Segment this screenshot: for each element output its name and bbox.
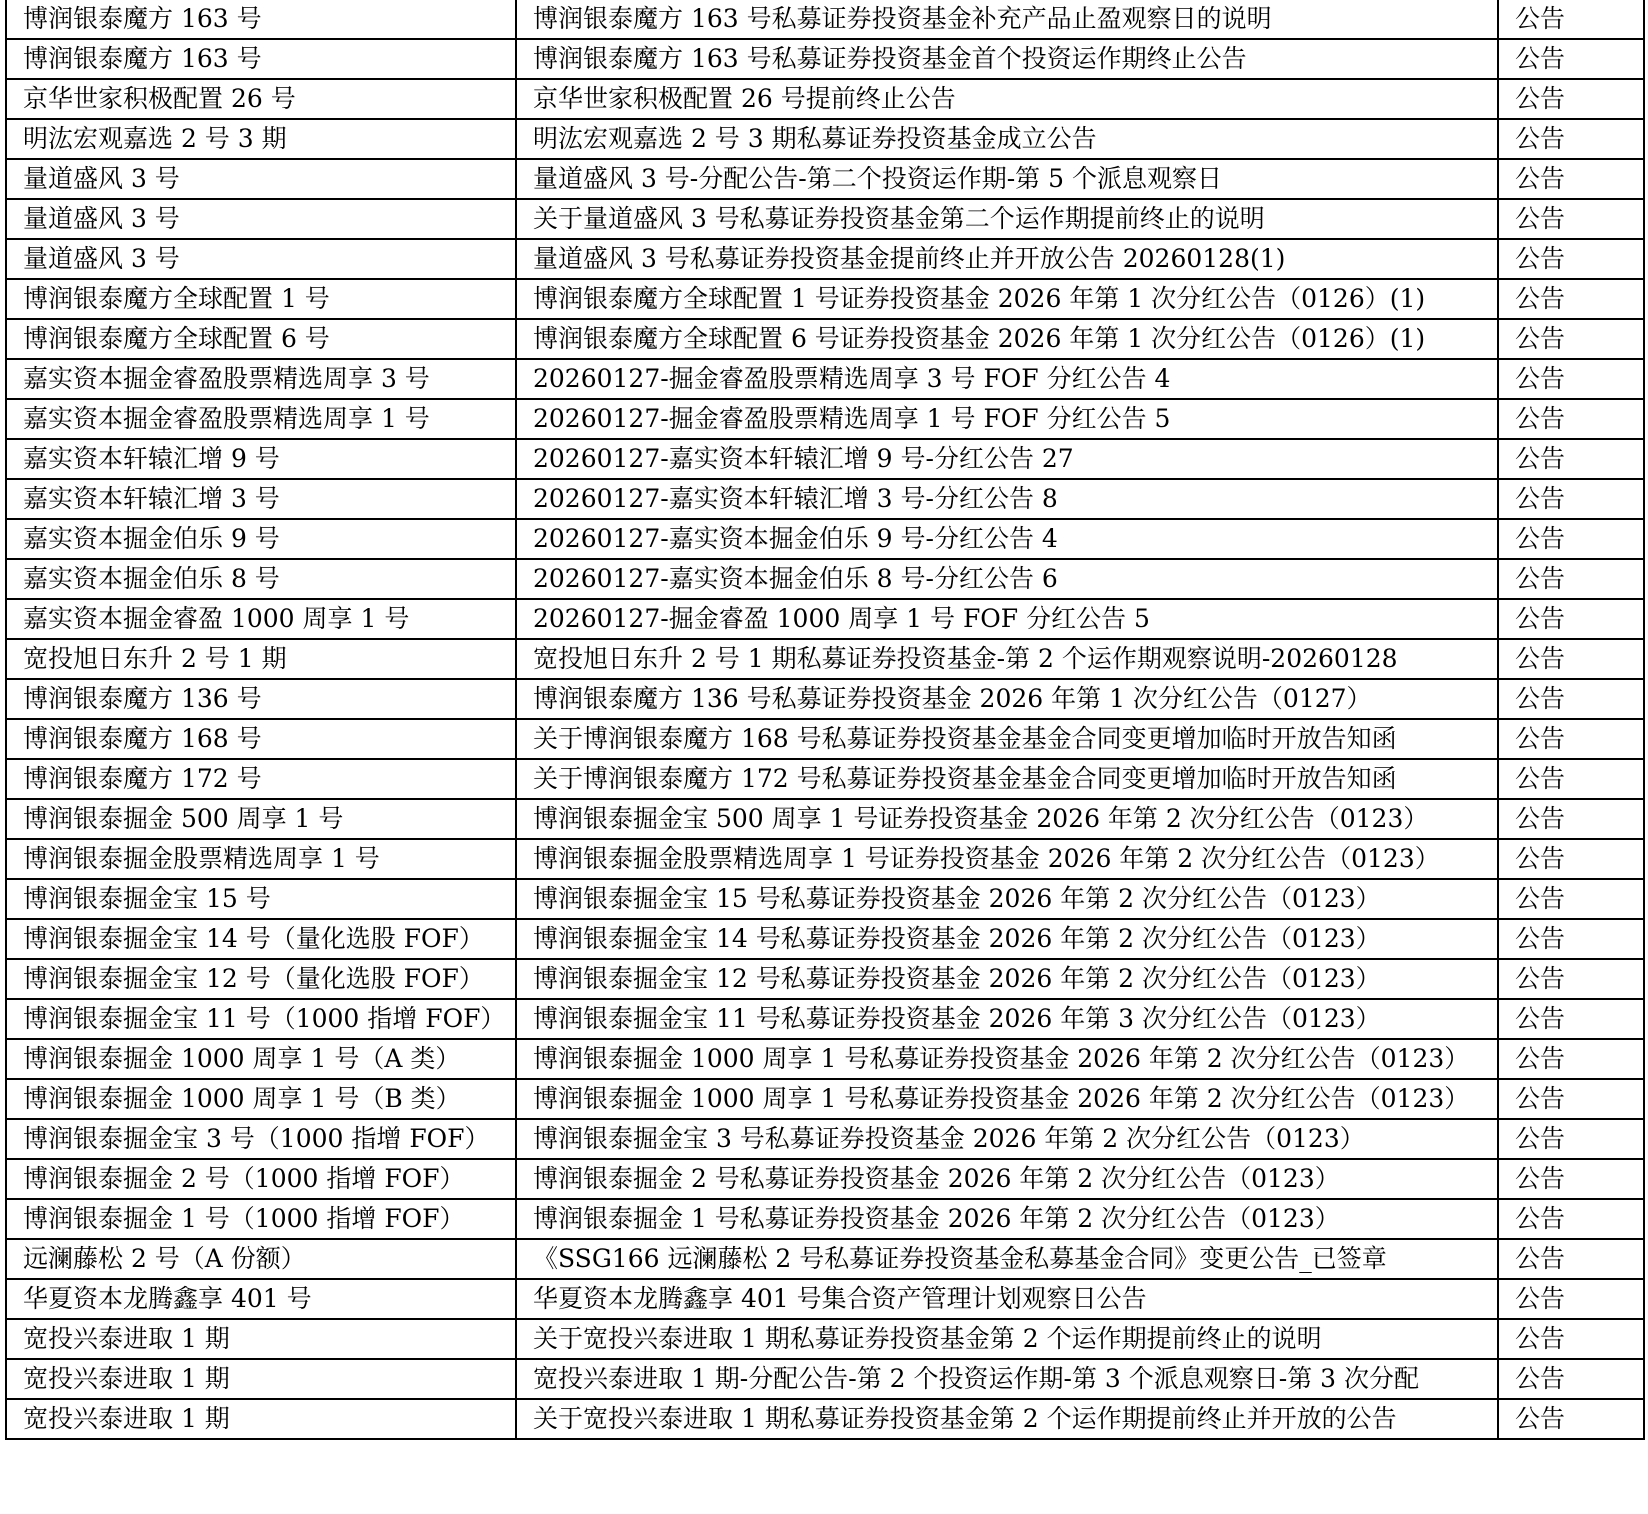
fund-name-cell: 远澜藤松 2 号（A 份额）: [6, 1239, 516, 1279]
table-row: [6, 0, 1644, 39]
announcement-type-cell: 公告: [1498, 879, 1644, 919]
fund-name-cell: 嘉实资本轩辕汇增 9 号: [6, 439, 516, 479]
table-row: [6, 759, 1644, 799]
table-row: [6, 1079, 1644, 1119]
announcement-title-cell: 博润银泰魔方全球配置 6 号证券投资基金 2026 年第 1 次分红公告（0126）(1): [516, 319, 1498, 359]
announcement-title-cell: 华夏资本龙腾鑫享 401 号集合资产管理计划观察日公告: [516, 1279, 1498, 1319]
fund-name-cell: 量道盛风 3 号: [6, 239, 516, 279]
announcement-type-cell: 公告: [1498, 39, 1644, 79]
announcement-type-cell: 公告: [1498, 1319, 1644, 1359]
table-row: [6, 1399, 1644, 1439]
announcement-title-cell: 20260127-嘉实资本轩辕汇增 9 号-分红公告 27: [516, 439, 1498, 479]
announcement-type-cell: 公告: [1498, 1359, 1644, 1399]
announcement-type-cell: 公告: [1498, 239, 1644, 279]
table-row: [6, 919, 1644, 959]
announcement-title-cell: 京华世家积极配置 26 号提前终止公告: [516, 79, 1498, 119]
announcement-title-cell: 博润银泰掘金宝 12 号私募证券投资基金 2026 年第 2 次分红公告（0123）: [516, 959, 1498, 999]
fund-name-cell: 博润银泰掘金股票精选周享 1 号: [6, 839, 516, 879]
announcement-type-cell: 公告: [1498, 279, 1644, 319]
announcement-title-cell: 《SSG166 远澜藤松 2 号私募证券投资基金私募基金合同》变更公告_已签章: [516, 1239, 1498, 1279]
table-row: [6, 1359, 1644, 1399]
announcement-type-cell: 公告: [1498, 519, 1644, 559]
fund-name-cell: 博润银泰掘金宝 14 号（量化选股 FOF）: [6, 919, 516, 959]
announcement-type-cell: 公告: [1498, 599, 1644, 639]
announcement-type-cell: 公告: [1498, 319, 1644, 359]
fund-name-cell: 博润银泰魔方全球配置 1 号: [6, 279, 516, 319]
announcement-title-cell: 关于博润银泰魔方 172 号私募证券投资基金基金合同变更增加临时开放告知函: [516, 759, 1498, 799]
fund-name-cell: 明汯宏观嘉选 2 号 3 期: [6, 119, 516, 159]
announcement-type-cell: 公告: [1498, 1279, 1644, 1319]
fund-name-cell: 博润银泰掘金宝 3 号（1000 指增 FOF）: [6, 1119, 516, 1159]
fund-name-cell: 嘉实资本掘金睿盈股票精选周享 1 号: [6, 399, 516, 439]
table-row: [6, 439, 1644, 479]
fund-name-cell: 嘉实资本掘金伯乐 8 号: [6, 559, 516, 599]
announcement-title-cell: 20260127-掘金睿盈股票精选周享 1 号 FOF 分红公告 5: [516, 399, 1498, 439]
announcement-title-cell: 博润银泰魔方 163 号私募证券投资基金补充产品止盈观察日的说明: [516, 0, 1498, 39]
fund-name-cell: 博润银泰掘金宝 11 号（1000 指增 FOF）: [6, 999, 516, 1039]
fund-name-cell: 嘉实资本掘金伯乐 9 号: [6, 519, 516, 559]
table-row: [6, 719, 1644, 759]
announcement-title-cell: 关于宽投兴泰进取 1 期私募证券投资基金第 2 个运作期提前终止并开放的公告: [516, 1399, 1498, 1439]
fund-name-cell: 博润银泰掘金 1000 周享 1 号（B 类）: [6, 1079, 516, 1119]
fund-name-cell: 宽投旭日东升 2 号 1 期: [6, 639, 516, 679]
table-row: [6, 39, 1644, 79]
announcement-title-cell: 博润银泰掘金 1000 周享 1 号私募证券投资基金 2026 年第 2 次分红公告（0123）: [516, 1079, 1498, 1119]
announcement-type-cell: 公告: [1498, 759, 1644, 799]
fund-name-cell: 嘉实资本轩辕汇增 3 号: [6, 479, 516, 519]
fund-name-cell: 量道盛风 3 号: [6, 199, 516, 239]
fund-name-cell: 宽投兴泰进取 1 期: [6, 1399, 516, 1439]
table-row: [6, 839, 1644, 879]
fund-name-cell: 博润银泰魔方 163 号: [6, 39, 516, 79]
table-row: [6, 159, 1644, 199]
announcement-title-cell: 明汯宏观嘉选 2 号 3 期私募证券投资基金成立公告: [516, 119, 1498, 159]
table-row: [6, 1319, 1644, 1359]
table-row: [6, 1119, 1644, 1159]
announcement-type-cell: 公告: [1498, 719, 1644, 759]
fund-name-cell: 宽投兴泰进取 1 期: [6, 1359, 516, 1399]
fund-name-cell: 华夏资本龙腾鑫享 401 号: [6, 1279, 516, 1319]
table-row: [6, 519, 1644, 559]
table-row: [6, 359, 1644, 399]
fund-name-cell: 博润银泰魔方 163 号: [6, 0, 516, 39]
announcement-title-cell: 20260127-嘉实资本掘金伯乐 9 号-分红公告 4: [516, 519, 1498, 559]
table-row: [6, 1039, 1644, 1079]
table-row: [6, 799, 1644, 839]
announcement-title-cell: 关于博润银泰魔方 168 号私募证券投资基金基金合同变更增加临时开放告知函: [516, 719, 1498, 759]
announcement-type-cell: 公告: [1498, 799, 1644, 839]
announcement-title-cell: 博润银泰掘金宝 14 号私募证券投资基金 2026 年第 2 次分红公告（0123）: [516, 919, 1498, 959]
fund-name-cell: 博润银泰掘金宝 12 号（量化选股 FOF）: [6, 959, 516, 999]
fund-name-cell: 博润银泰魔方 136 号: [6, 679, 516, 719]
announcement-title-cell: 博润银泰掘金股票精选周享 1 号证券投资基金 2026 年第 2 次分红公告（0123）: [516, 839, 1498, 879]
announcement-title-cell: 量道盛风 3 号私募证券投资基金提前终止并开放公告 20260128(1): [516, 239, 1498, 279]
announcement-title-cell: 20260127-嘉实资本轩辕汇增 3 号-分红公告 8: [516, 479, 1498, 519]
table-row: [6, 1159, 1644, 1199]
fund-name-cell: 京华世家积极配置 26 号: [6, 79, 516, 119]
announcement-title-cell: 博润银泰掘金宝 11 号私募证券投资基金 2026 年第 3 次分红公告（0123）: [516, 999, 1498, 1039]
announcement-title-cell: 宽投旭日东升 2 号 1 期私募证券投资基金-第 2 个运作期观察说明-20260128: [516, 639, 1498, 679]
fund-name-cell: 博润银泰魔方全球配置 6 号: [6, 319, 516, 359]
fund-name-cell: 博润银泰掘金宝 15 号: [6, 879, 516, 919]
announcement-title-cell: 关于量道盛风 3 号私募证券投资基金第二个运作期提前终止的说明: [516, 199, 1498, 239]
announcement-type-cell: 公告: [1498, 79, 1644, 119]
announcement-type-cell: 公告: [1498, 639, 1644, 679]
announcement-type-cell: 公告: [1498, 1399, 1644, 1439]
announcement-title-cell: 博润银泰魔方全球配置 1 号证券投资基金 2026 年第 1 次分红公告（0126）(1): [516, 279, 1498, 319]
table-row: [6, 119, 1644, 159]
announcement-title-cell: 关于宽投兴泰进取 1 期私募证券投资基金第 2 个运作期提前终止的说明: [516, 1319, 1498, 1359]
announcement-type-cell: 公告: [1498, 839, 1644, 879]
announcement-type-cell: 公告: [1498, 959, 1644, 999]
announcement-type-cell: 公告: [1498, 1239, 1644, 1279]
table-row: [6, 559, 1644, 599]
fund-name-cell: 博润银泰掘金 2 号（1000 指增 FOF）: [6, 1159, 516, 1199]
announcement-title-cell: 博润银泰掘金宝 3 号私募证券投资基金 2026 年第 2 次分红公告（0123）: [516, 1119, 1498, 1159]
fund-name-cell: 量道盛风 3 号: [6, 159, 516, 199]
table-row: [6, 999, 1644, 1039]
announcement-table: [5, 0, 1645, 1440]
announcement-title-cell: 博润银泰魔方 163 号私募证券投资基金首个投资运作期终止公告: [516, 39, 1498, 79]
table-row: [6, 239, 1644, 279]
announcement-type-cell: 公告: [1498, 999, 1644, 1039]
announcement-title-cell: 20260127-嘉实资本掘金伯乐 8 号-分红公告 6: [516, 559, 1498, 599]
announcement-type-cell: 公告: [1498, 119, 1644, 159]
announcement-title-cell: 博润银泰魔方 136 号私募证券投资基金 2026 年第 1 次分红公告（0127）: [516, 679, 1498, 719]
announcement-type-cell: 公告: [1498, 359, 1644, 399]
announcement-type-cell: 公告: [1498, 1159, 1644, 1199]
announcement-type-cell: 公告: [1498, 399, 1644, 439]
table-row: [6, 1279, 1644, 1319]
announcement-title-cell: 博润银泰掘金宝 15 号私募证券投资基金 2026 年第 2 次分红公告（0123）: [516, 879, 1498, 919]
table-row: [6, 879, 1644, 919]
announcement-title-cell: 量道盛风 3 号-分配公告-第二个投资运作期-第 5 个派息观察日: [516, 159, 1498, 199]
fund-name-cell: 博润银泰魔方 168 号: [6, 719, 516, 759]
announcement-title-cell: 博润银泰掘金宝 500 周享 1 号证券投资基金 2026 年第 2 次分红公告（0123）: [516, 799, 1498, 839]
fund-name-cell: 博润银泰魔方 172 号: [6, 759, 516, 799]
announcement-title-cell: 博润银泰掘金 1 号私募证券投资基金 2026 年第 2 次分红公告（0123）: [516, 1199, 1498, 1239]
announcement-title-cell: 博润银泰掘金 2 号私募证券投资基金 2026 年第 2 次分红公告（0123）: [516, 1159, 1498, 1199]
fund-name-cell: 嘉实资本掘金睿盈 1000 周享 1 号: [6, 599, 516, 639]
announcement-title-cell: 20260127-掘金睿盈 1000 周享 1 号 FOF 分红公告 5: [516, 599, 1498, 639]
announcement-type-cell: 公告: [1498, 1039, 1644, 1079]
announcement-type-cell: 公告: [1498, 919, 1644, 959]
table-row: [6, 1239, 1644, 1279]
fund-name-cell: 宽投兴泰进取 1 期: [6, 1319, 516, 1359]
announcement-type-cell: 公告: [1498, 1199, 1644, 1239]
table-row: [6, 479, 1644, 519]
announcement-type-cell: 公告: [1498, 439, 1644, 479]
table-row: [6, 399, 1644, 439]
table-row: [6, 639, 1644, 679]
announcement-sheet: [5, 0, 1643, 1440]
table-row: [6, 959, 1644, 999]
table-body: [6, 0, 1644, 1439]
announcement-type-cell: 公告: [1498, 679, 1644, 719]
fund-name-cell: 嘉实资本掘金睿盈股票精选周享 3 号: [6, 359, 516, 399]
fund-name-cell: 博润银泰掘金 1000 周享 1 号（A 类）: [6, 1039, 516, 1079]
table-row: [6, 599, 1644, 639]
table-row: [6, 319, 1644, 359]
table-row: [6, 279, 1644, 319]
table-row: [6, 199, 1644, 239]
fund-name-cell: 博润银泰掘金 500 周享 1 号: [6, 799, 516, 839]
announcement-title-cell: 博润银泰掘金 1000 周享 1 号私募证券投资基金 2026 年第 2 次分红公告（0123）: [516, 1039, 1498, 1079]
announcement-type-cell: 公告: [1498, 159, 1644, 199]
announcement-type-cell: 公告: [1498, 1079, 1644, 1119]
table-row: [6, 679, 1644, 719]
announcement-type-cell: 公告: [1498, 0, 1644, 39]
announcement-type-cell: 公告: [1498, 479, 1644, 519]
fund-name-cell: 博润银泰掘金 1 号（1000 指增 FOF）: [6, 1199, 516, 1239]
table-row: [6, 79, 1644, 119]
announcement-type-cell: 公告: [1498, 199, 1644, 239]
table-row: [6, 1199, 1644, 1239]
announcement-title-cell: 宽投兴泰进取 1 期-分配公告-第 2 个投资运作期-第 3 个派息观察日-第 3 次分配: [516, 1359, 1498, 1399]
announcement-title-cell: 20260127-掘金睿盈股票精选周享 3 号 FOF 分红公告 4: [516, 359, 1498, 399]
announcement-type-cell: 公告: [1498, 1119, 1644, 1159]
announcement-type-cell: 公告: [1498, 559, 1644, 599]
